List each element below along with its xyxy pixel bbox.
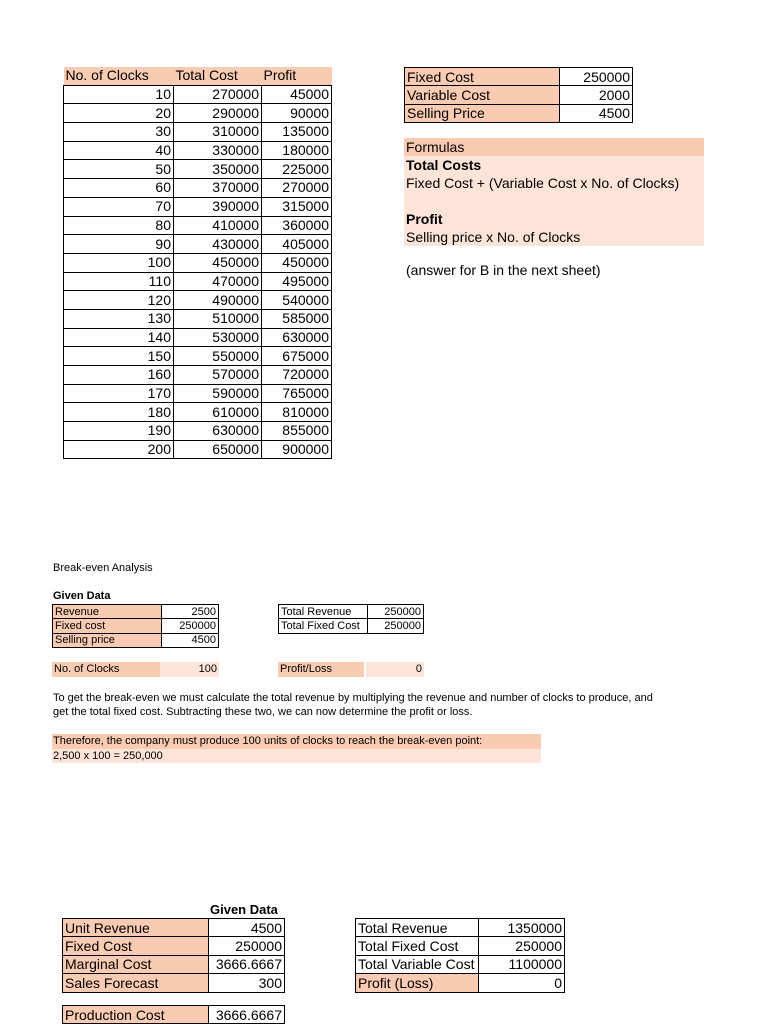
cell-total-cost: 370000 bbox=[174, 179, 262, 198]
cell-total-cost: 330000 bbox=[174, 141, 262, 160]
cell-no-of-clocks: 50 bbox=[64, 160, 174, 179]
bottom-row bbox=[63, 919, 285, 937]
total-costs-label: Total Costs bbox=[404, 156, 704, 174]
bottom-row bbox=[63, 974, 285, 992]
formulas-box bbox=[404, 138, 704, 246]
cell-no-of-clocks: 170 bbox=[64, 384, 174, 403]
cell-total-cost: 390000 bbox=[174, 197, 262, 216]
profit-formula: Selling price x No. of Clocks bbox=[404, 228, 704, 246]
breakeven-total-label: Total Fixed Cost bbox=[279, 619, 368, 633]
clocks-value: 100 bbox=[160, 662, 219, 677]
bottom-total-value: 1350000 bbox=[479, 919, 565, 937]
breakeven-total-value: 250000 bbox=[368, 619, 424, 633]
table-row bbox=[64, 384, 332, 403]
table-header-row bbox=[64, 67, 332, 85]
table-row bbox=[64, 272, 332, 291]
profit-loss-label: Profit/Loss bbox=[278, 662, 364, 677]
cell-no-of-clocks: 20 bbox=[64, 104, 174, 123]
bottom-given-table bbox=[62, 918, 285, 993]
paragraph-line: get the total fixed cost. Subtracting these two, we can now determine the profit or loss. bbox=[53, 706, 473, 718]
param-row bbox=[405, 68, 633, 86]
breakeven-conclusion bbox=[52, 734, 541, 763]
cell-no-of-clocks: 100 bbox=[64, 253, 174, 272]
cell-total-cost: 470000 bbox=[174, 272, 262, 291]
cell-profit: 405000 bbox=[262, 235, 332, 254]
breakeven-row bbox=[53, 633, 219, 647]
cell-total-cost: 550000 bbox=[174, 347, 262, 366]
cell-no-of-clocks: 150 bbox=[64, 347, 174, 366]
cell-total-cost: 610000 bbox=[174, 403, 262, 422]
cell-no-of-clocks: 40 bbox=[64, 141, 174, 160]
cell-no-of-clocks: 120 bbox=[64, 291, 174, 310]
breakeven-value: 2500 bbox=[162, 605, 219, 619]
cell-no-of-clocks: 190 bbox=[64, 422, 174, 441]
table-row bbox=[64, 179, 332, 198]
breakeven-value: 250000 bbox=[162, 619, 219, 633]
cell-total-cost: 350000 bbox=[174, 160, 262, 179]
cell-total-cost: 530000 bbox=[174, 328, 262, 347]
breakeven-value: 4500 bbox=[162, 633, 219, 647]
cell-no-of-clocks: 90 bbox=[64, 235, 174, 254]
bottom-total-row bbox=[356, 974, 565, 992]
breakeven-total-row bbox=[279, 605, 424, 619]
cell-profit: 315000 bbox=[262, 197, 332, 216]
formula-spacer bbox=[404, 192, 704, 210]
cell-profit: 720000 bbox=[262, 366, 332, 385]
table-row bbox=[64, 366, 332, 385]
cell-no-of-clocks: 80 bbox=[64, 216, 174, 235]
cell-no-of-clocks: 10 bbox=[64, 85, 174, 104]
clocks-label: No. of Clocks bbox=[52, 662, 160, 677]
table-row bbox=[64, 216, 332, 235]
breakeven-row bbox=[53, 619, 219, 633]
table-row bbox=[64, 328, 332, 347]
breakeven-label: Selling price bbox=[53, 633, 162, 647]
cell-no-of-clocks: 140 bbox=[64, 328, 174, 347]
bottom-total-value: 1100000 bbox=[479, 955, 565, 973]
cell-profit: 900000 bbox=[262, 440, 332, 459]
bottom-label: Marginal Cost bbox=[63, 955, 209, 973]
conclusion-line: Therefore, the company must produce 100 units of clocks to reach the break-even point: bbox=[52, 734, 541, 749]
answer-note: (answer for B in the next sheet) bbox=[406, 262, 601, 278]
bottom-label: Unit Revenue bbox=[63, 919, 209, 937]
cell-profit: 135000 bbox=[262, 123, 332, 142]
formulas-title: Formulas bbox=[404, 138, 704, 156]
breakeven-totals-table bbox=[278, 604, 424, 634]
table-row bbox=[64, 440, 332, 459]
cell-profit: 495000 bbox=[262, 272, 332, 291]
table-row bbox=[64, 309, 332, 328]
param-label: Selling Price bbox=[405, 104, 560, 122]
table-row bbox=[64, 291, 332, 310]
cell-total-cost: 410000 bbox=[174, 216, 262, 235]
table-row bbox=[64, 123, 332, 142]
bottom-value: 3666.6667 bbox=[209, 955, 285, 973]
bottom-row bbox=[63, 937, 285, 955]
table-row bbox=[64, 197, 332, 216]
breakeven-row bbox=[53, 605, 219, 619]
param-value: 250000 bbox=[560, 68, 633, 86]
bottom-total-label: Total Fixed Cost bbox=[356, 937, 479, 955]
bottom-label: Fixed Cost bbox=[63, 937, 209, 955]
bottom-total-row bbox=[356, 919, 565, 937]
breakeven-label: Revenue bbox=[53, 605, 162, 619]
table-row bbox=[64, 104, 332, 123]
cell-total-cost: 510000 bbox=[174, 309, 262, 328]
cell-profit: 630000 bbox=[262, 328, 332, 347]
paragraph-line: To get the break-even we must calculate the total revenue by multiplying the revenue and number of clocks to produce, and bbox=[53, 692, 653, 704]
bottom-total-label: Total Revenue bbox=[356, 919, 479, 937]
bottom-row bbox=[63, 955, 285, 973]
table-body bbox=[64, 85, 332, 459]
header-no-of-clocks: No. of Clocks bbox=[64, 67, 174, 85]
conclusion-line: 2,500 x 100 = 250,000 bbox=[52, 749, 541, 763]
bottom-total-row bbox=[356, 937, 565, 955]
bottom-total-label: Total Variable Cost bbox=[356, 955, 479, 973]
production-row bbox=[63, 1006, 285, 1024]
bottom-totals-table bbox=[355, 918, 565, 993]
cell-total-cost: 310000 bbox=[174, 123, 262, 142]
cell-no-of-clocks: 60 bbox=[64, 179, 174, 198]
production-cost-label: Production Cost bbox=[63, 1006, 209, 1024]
cell-profit: 360000 bbox=[262, 216, 332, 235]
cell-no-of-clocks: 30 bbox=[64, 123, 174, 142]
breakeven-total-row bbox=[279, 619, 424, 633]
cell-profit: 675000 bbox=[262, 347, 332, 366]
table-row bbox=[64, 85, 332, 104]
cost-parameters-table bbox=[404, 67, 633, 123]
total-costs-formula: Fixed Cost + (Variable Cost x No. of Clocks) bbox=[404, 174, 704, 192]
bottom-total-label: Profit (Loss) bbox=[356, 974, 479, 992]
breakeven-total-label: Total Revenue bbox=[279, 605, 368, 619]
cell-no-of-clocks: 180 bbox=[64, 403, 174, 422]
cell-total-cost: 450000 bbox=[174, 253, 262, 272]
cell-profit: 855000 bbox=[262, 422, 332, 441]
bottom-label: Sales Forecast bbox=[63, 974, 209, 992]
profit-loss-value: 0 bbox=[366, 662, 424, 677]
clocks-cost-profit-table bbox=[63, 67, 332, 459]
param-row bbox=[405, 86, 633, 104]
cell-profit: 765000 bbox=[262, 384, 332, 403]
param-value: 2000 bbox=[560, 86, 633, 104]
cell-total-cost: 590000 bbox=[174, 384, 262, 403]
cell-profit: 90000 bbox=[262, 104, 332, 123]
cell-total-cost: 490000 bbox=[174, 291, 262, 310]
cell-profit: 225000 bbox=[262, 160, 332, 179]
cell-profit: 810000 bbox=[262, 403, 332, 422]
table-row bbox=[64, 403, 332, 422]
param-label: Fixed Cost bbox=[405, 68, 560, 86]
cell-profit: 540000 bbox=[262, 291, 332, 310]
cell-no-of-clocks: 200 bbox=[64, 440, 174, 459]
cell-total-cost: 650000 bbox=[174, 440, 262, 459]
header-total-cost: Total Cost bbox=[174, 67, 262, 85]
breakeven-total-value: 250000 bbox=[368, 605, 424, 619]
cell-no-of-clocks: 110 bbox=[64, 272, 174, 291]
bottom-value: 4500 bbox=[209, 919, 285, 937]
profit-label: Profit bbox=[404, 210, 704, 228]
cell-no-of-clocks: 70 bbox=[64, 197, 174, 216]
breakeven-given-data-title: Given Data bbox=[53, 590, 111, 602]
cell-profit: 270000 bbox=[262, 179, 332, 198]
bottom-value: 250000 bbox=[209, 937, 285, 955]
table-row bbox=[64, 253, 332, 272]
cell-total-cost: 570000 bbox=[174, 366, 262, 385]
cell-profit: 45000 bbox=[262, 85, 332, 104]
cell-no-of-clocks: 130 bbox=[64, 309, 174, 328]
header-profit: Profit bbox=[262, 67, 332, 85]
param-label: Variable Cost bbox=[405, 86, 560, 104]
bottom-given-data-title: Given Data bbox=[210, 902, 278, 917]
cell-total-cost: 290000 bbox=[174, 104, 262, 123]
cell-profit: 450000 bbox=[262, 253, 332, 272]
cell-no-of-clocks: 160 bbox=[64, 366, 174, 385]
table-row bbox=[64, 141, 332, 160]
production-cost-value: 3666.6667 bbox=[209, 1006, 285, 1024]
bottom-total-row bbox=[356, 955, 565, 973]
table-row bbox=[64, 422, 332, 441]
breakeven-given-table bbox=[52, 604, 219, 648]
bottom-total-value: 250000 bbox=[479, 937, 565, 955]
table-row bbox=[64, 347, 332, 366]
cell-total-cost: 430000 bbox=[174, 235, 262, 254]
param-row bbox=[405, 104, 633, 122]
breakeven-title: Break-even Analysis bbox=[53, 562, 153, 574]
cell-total-cost: 270000 bbox=[174, 85, 262, 104]
param-value: 4500 bbox=[560, 104, 633, 122]
cell-profit: 585000 bbox=[262, 309, 332, 328]
table-row bbox=[64, 160, 332, 179]
production-cost-table bbox=[62, 1005, 285, 1024]
cell-profit: 180000 bbox=[262, 141, 332, 160]
bottom-total-value: 0 bbox=[479, 974, 565, 992]
table-row bbox=[64, 235, 332, 254]
breakeven-paragraph bbox=[53, 691, 653, 719]
bottom-value: 300 bbox=[209, 974, 285, 992]
breakeven-label: Fixed cost bbox=[53, 619, 162, 633]
cell-total-cost: 630000 bbox=[174, 422, 262, 441]
